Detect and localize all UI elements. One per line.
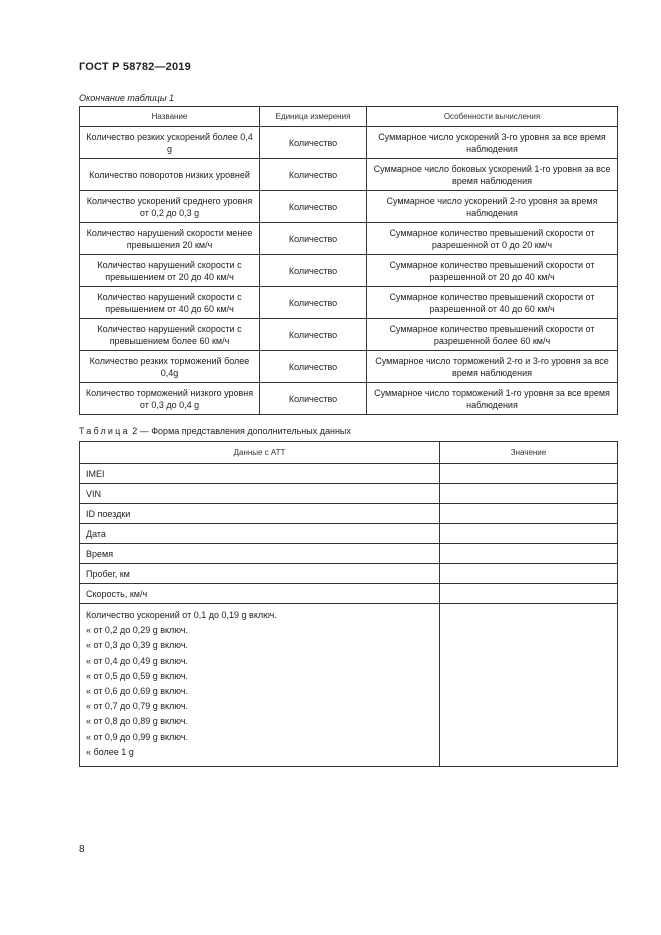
table-row — [80, 287, 618, 319]
table2-caption — [79, 426, 351, 436]
cell-calc: Суммарное число ускорений 3-го уровня за все время наблюдения — [367, 127, 618, 159]
cell-name: Количество резких торможений более 0,4g — [80, 351, 260, 383]
cell-label-accelerations — [80, 604, 440, 767]
column-header-value: Значение — [440, 442, 618, 464]
column-header-name: Название — [80, 107, 260, 127]
cell-unit: Количество — [260, 319, 367, 351]
cell-value — [440, 544, 618, 564]
page-header-standard: ГОСТ Р 58782—2019 — [79, 61, 191, 73]
table-row — [80, 484, 618, 504]
table-row — [80, 191, 618, 223]
table-row — [80, 584, 618, 604]
cell-name: Количество поворотов низких уровней — [80, 159, 260, 191]
table-row — [80, 159, 618, 191]
cell-label-imei: IMEI — [80, 464, 440, 484]
table2-header-row — [80, 442, 618, 464]
table-row — [80, 524, 618, 544]
cell-label-date: Дата — [80, 524, 440, 544]
table1-caption: Окончание таблицы 1 — [79, 93, 174, 103]
cell-label-mileage: Пробег, км — [80, 564, 440, 584]
cell-value — [440, 524, 618, 544]
cell-value — [440, 604, 618, 767]
accel-line: « от 0,4 до 0,49 g включ. — [86, 655, 189, 666]
table-row — [80, 544, 618, 564]
accel-line: « от 0,8 до 0,89 g включ. — [86, 716, 189, 727]
cell-unit: Количество — [260, 127, 367, 159]
accel-line: « от 0,7 до 0,79 g включ. — [86, 701, 189, 712]
table2-caption-title: 2 — Форма представления дополнительных данных — [129, 426, 351, 436]
column-header-att-data: Данные с АТТ — [80, 442, 440, 464]
cell-unit: Количество — [260, 223, 367, 255]
table-row — [80, 127, 618, 159]
cell-calc: Суммарное количество превышений скорости от разрешенной от 40 до 60 км/ч — [367, 287, 618, 319]
cell-unit: Количество — [260, 159, 367, 191]
cell-name: Количество нарушений скорости с превышением от 20 до 40 км/ч — [80, 255, 260, 287]
table-row — [80, 319, 618, 351]
table-row — [80, 464, 618, 484]
cell-name: Количество ускорений среднего уровня от 0,2 до 0,3 g — [80, 191, 260, 223]
table2 — [79, 441, 618, 767]
cell-calc: Суммарное число торможений 1-го уровня за все время наблюдения — [367, 383, 618, 415]
column-header-calc: Особенности вычисления — [367, 107, 618, 127]
cell-name: Количество торможений низкого уровня от 0,3 до 0,4 g — [80, 383, 260, 415]
cell-calc: Суммарное число ускорений 2-го уровня за время наблюдения — [367, 191, 618, 223]
cell-calc: Суммарное количество превышений скорости от разрешенной более 60 км/ч — [367, 319, 618, 351]
cell-value — [440, 504, 618, 524]
table-row — [80, 504, 618, 524]
accel-line: « от 0,5 до 0,59 g включ. — [86, 670, 189, 681]
cell-label-trip-id: ID поездки — [80, 504, 440, 524]
cell-name: Количество нарушений скорости с превышением от 40 до 60 км/ч — [80, 287, 260, 319]
table2-caption-label: Таблица — [79, 426, 130, 436]
cell-calc: Суммарное число боковых ускорений 1-го уровня за все время наблюдения — [367, 159, 618, 191]
cell-value — [440, 564, 618, 584]
cell-label-vin: VIN — [80, 484, 440, 504]
cell-unit: Количество — [260, 191, 367, 223]
table-row — [80, 564, 618, 584]
cell-unit: Количество — [260, 255, 367, 287]
cell-value — [440, 484, 618, 504]
cell-name: Количество нарушений скорости с превышением более 60 км/ч — [80, 319, 260, 351]
table-row — [80, 604, 618, 767]
column-header-unit: Единица измерения — [260, 107, 367, 127]
table-row — [80, 255, 618, 287]
cell-value — [440, 464, 618, 484]
cell-name: Количество резких ускорений более 0,4 g — [80, 127, 260, 159]
cell-label-time: Время — [80, 544, 440, 564]
table1-header-row — [80, 107, 618, 127]
cell-calc: Суммарное число торможений 2-го и 3-го уровня за все время наблюдения — [367, 351, 618, 383]
table-row — [80, 223, 618, 255]
cell-unit: Количество — [260, 383, 367, 415]
accel-line: « от 0,6 до 0,69 g включ. — [86, 686, 189, 697]
page-number: 8 — [79, 844, 85, 855]
cell-label-speed: Скорость, км/ч — [80, 584, 440, 604]
accel-line: « от 0,2 до 0,29 g включ. — [86, 625, 189, 636]
table-row — [80, 351, 618, 383]
accel-line: « более 1 g — [86, 746, 134, 757]
cell-calc: Суммарное количество превышений скорости от разрешенной от 0 до 20 км/ч — [367, 223, 618, 255]
accel-line: Количество ускорений от 0,1 до 0,19 g включ. — [86, 610, 277, 620]
accel-line: « от 0,9 до 0,99 g включ. — [86, 731, 189, 742]
cell-calc: Суммарное количество превышений скорости от разрешенной от 20 до 40 км/ч — [367, 255, 618, 287]
cell-value — [440, 584, 618, 604]
cell-unit: Количество — [260, 287, 367, 319]
table1 — [79, 106, 618, 415]
cell-name: Количество нарушений скорости менее превышения 20 км/ч — [80, 223, 260, 255]
accel-line: « от 0,3 до 0,39 g включ. — [86, 640, 189, 651]
table-row — [80, 383, 618, 415]
cell-unit: Количество — [260, 351, 367, 383]
